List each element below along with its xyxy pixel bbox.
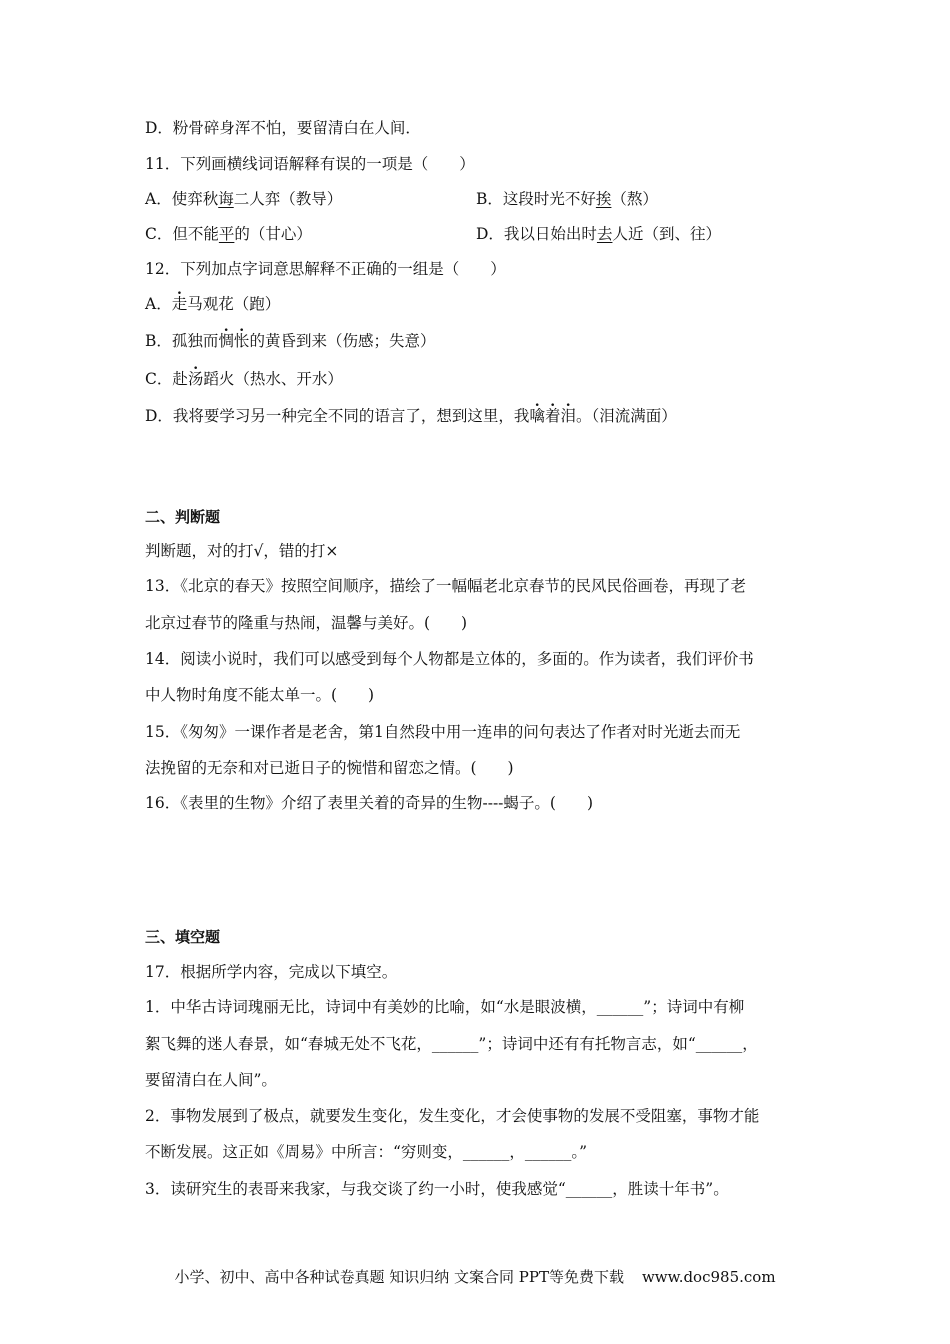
q17-part1-line1: 1．中华古诗词瑰丽无比，诗词中有美妙的比喻，如“水是眼波横，______”；诗词中有柳 bbox=[145, 998, 745, 1016]
section2-title: 二、判断题 bbox=[145, 508, 221, 526]
q12-stem: 12．下列加点字词意思解释不正确的一组是（ ） bbox=[145, 260, 506, 278]
q10-option-d: D．粉骨碎身浑不怕，要留清白在人间． bbox=[145, 119, 421, 137]
q11-option-d: D．我以日始出时去人近（到、往） bbox=[476, 225, 721, 243]
q16: 16．《表里的生物》介绍了表里关着的奇异的生物----蝎子。( ) bbox=[145, 794, 594, 812]
q15-line2: 法挽留的无奈和对已逝日子的惋惜和留恋之情。( ) bbox=[145, 759, 514, 777]
q12-option-a: A．走马观花（跑） bbox=[145, 295, 281, 313]
q11-stem: 11．下列画横线词语解释有误的一项是（ ） bbox=[145, 155, 475, 173]
q11-option-c: C．但不能平的（甘心） bbox=[145, 225, 312, 243]
q12-option-b: B．孤独而惆怅的黄昏到来（伤感；失意） bbox=[145, 332, 436, 350]
q17-part2-line2: 不断发展。这正如《周易》中所言：“穷则变，______，______。” bbox=[145, 1143, 588, 1161]
q17-part1-line3: 要留清白在人间”。 bbox=[145, 1071, 277, 1089]
q11-option-a: A．使弈秋诲二人弈（教导） bbox=[145, 190, 343, 208]
footer-link[interactable]: www.doc985.com bbox=[641, 1268, 776, 1286]
q15-line1: 15．《匆匆》一课作者是老舍，第1自然段中用一连串的问句表达了作者对时光逝去而无 bbox=[145, 723, 741, 741]
footer-text: 小学、初中、高中各种试卷真题 知识归纳 文案合同 PPT等免费下载 bbox=[174, 1268, 624, 1286]
q17-part3: 3．读研究生的表哥来我家，与我交谈了约一小时，使我感觉“______，胜读十年书”。 bbox=[145, 1180, 729, 1198]
q12-option-d: D．我将要学习另一种完全不同的语言了，想到这里，我噙着泪。（泪流满面） bbox=[145, 407, 677, 425]
q17-part1-line2: 絮飞舞的迷人春景，如“春城无处不飞花，______”；诗词中还有有托物言志，如“______， bbox=[145, 1035, 758, 1053]
q17-stem: 17．根据所学内容，完成以下填空。 bbox=[145, 963, 398, 981]
q14-line2: 中人物时角度不能太单一。( ) bbox=[145, 686, 375, 704]
section2-instruction: 判断题，对的打√，错的打× bbox=[145, 542, 339, 560]
q14-line1: 14．阅读小说时，我们可以感受到每个人物都是立体的，多面的。作为读者，我们评价书 bbox=[145, 650, 754, 668]
q13-line1: 13．《北京的春天》按照空间顺序，描绘了一幅幅老北京春节的民风民俗画卷，再现了老 bbox=[145, 577, 746, 595]
q17-part2-line1: 2．事物发展到了极点，就要发生变化，发生变化，才会使事物的发展不受阻塞，事物才能 bbox=[145, 1107, 760, 1125]
q12-option-c: C．赴汤蹈火（热水、开水） bbox=[145, 370, 343, 388]
q11-option-b: B．这段时光不好挨（熬） bbox=[476, 190, 658, 208]
section3-title: 三、填空题 bbox=[145, 928, 221, 946]
page-footer bbox=[0, 1266, 950, 1288]
q13-line2: 北京过春节的隆重与热闹，温馨与美好。( ) bbox=[145, 614, 468, 632]
